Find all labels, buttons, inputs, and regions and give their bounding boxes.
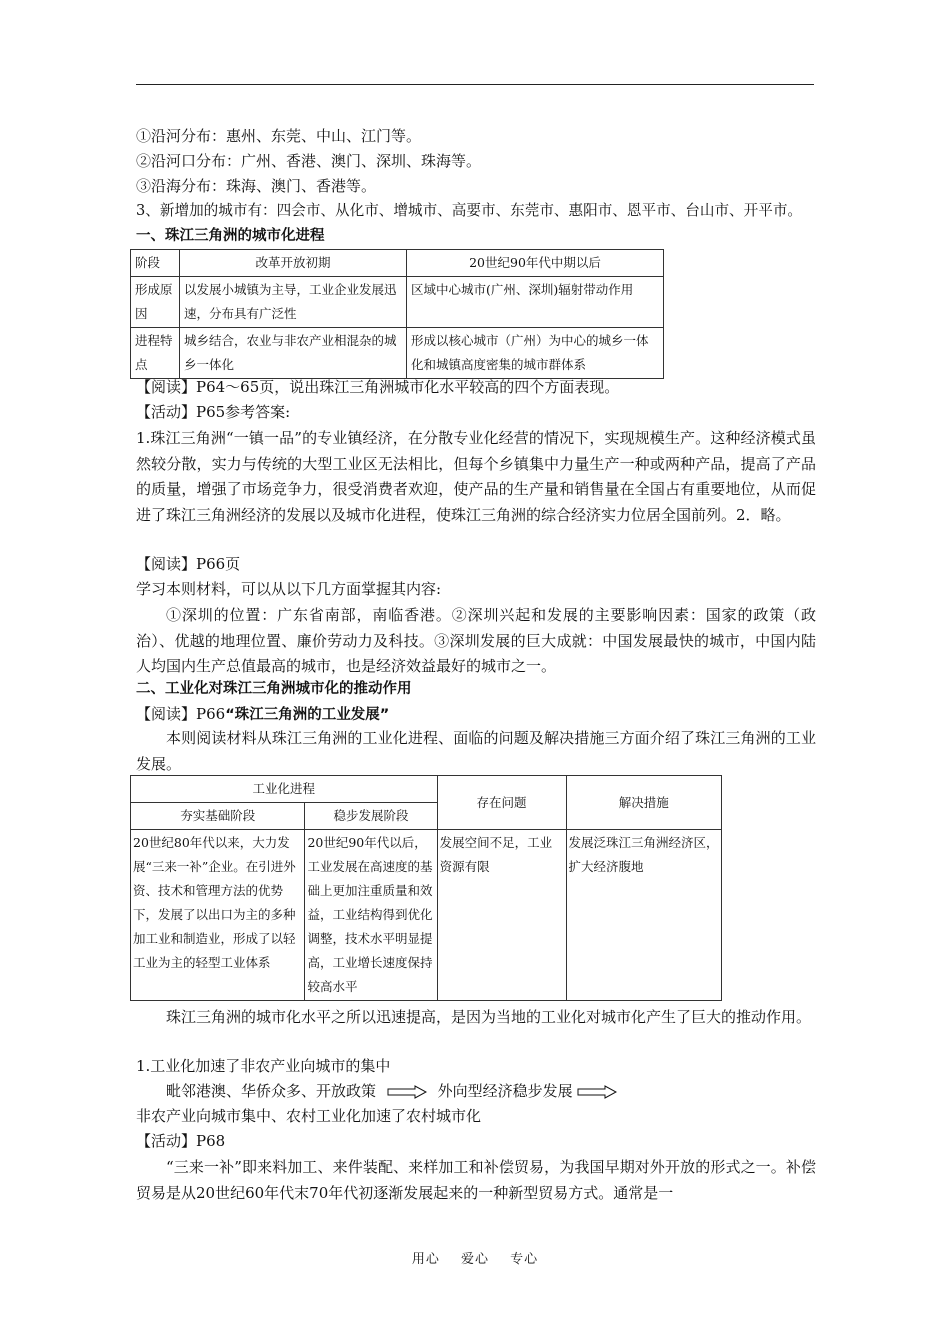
activity-label: 【活动】P65参考答案: bbox=[136, 403, 291, 421]
table-cell: 阶段 bbox=[131, 250, 180, 277]
flow-step: 毗邻港澳、华侨众多、开放政策 bbox=[166, 1082, 377, 1100]
section-heading: 一、珠江三角洲的城市化进程 bbox=[136, 228, 325, 244]
activity-answer: 1.珠江三角洲“一镇一品”的专业镇经济，在分散专业化经营的情况下，实现规模生产。这种经济模式虽然较分散，实力与传统的大型工业区无法相比，但每个乡镇集中力量生产一种或两种产品，提高了产品的质量，增强了市场竞争力，很受消费者欢迎，使产品的生产量和销售量在全国占有重要地位，从而促进了珠江三角洲经济的发展以及城市化进程，使珠江三角洲的综合经济实力位居全国前列。2．略。 bbox=[136, 429, 816, 524]
table-cell: 发展泛珠江三角洲经济区，扩大经济腹地 bbox=[566, 830, 721, 1001]
activity-body: “三来一补”即来料加工、来件装配、来样加工和补偿贸易，为我国早期对外开放的形式之一。补偿贸易是从20世纪60年代末70年代初逐渐发展起来的一种新型贸易方式。通常是一 bbox=[136, 1158, 816, 1202]
reading-title: “珠江三角洲的工业发展” bbox=[225, 707, 390, 723]
table-cell: 改革开放初期 bbox=[180, 250, 407, 277]
reading-note: 【阅读】P66页 bbox=[136, 555, 241, 573]
table-cell: 20世纪90年代以后，工业发展在高速度的基础上更加注重质量和效益，工业结构得到优化调整，技术水平明显提高，工业增长速度保持较高水平 bbox=[305, 830, 437, 1001]
reading-intro: 本则阅读材料从珠江三角洲的工业化进程、面临的问题及解决措施三方面介绍了珠江三角洲的工业发展。 bbox=[136, 729, 816, 773]
table-cell: 存在问题 bbox=[437, 776, 566, 830]
page-footer bbox=[0, 1248, 950, 1267]
reading-intro: 学习本则材料，可以从以下几方面掌握其内容: bbox=[136, 580, 442, 598]
activity-label: 【活动】P68 bbox=[136, 1132, 226, 1150]
reading-body: ①深圳的位置：广东省南部，南临香港。②深圳兴起和发展的主要影响因素：国家的政策（政治）、优越的地理位置、廉价劳动力及科技。③深圳发展的巨大成就：中国发展最快的城市，中国内陆人均国内生产总值最高的城市，也是经济效益最好的城市之一。 bbox=[136, 606, 816, 675]
table-cell: 夯实基础阶段 bbox=[131, 803, 305, 830]
list-item: 3、新增加的城市有：四会市、从化市、增城市、高要市、东莞市、惠阳市、恩平市、台山市、开平市。 bbox=[136, 202, 803, 219]
list-item: ①沿河分布：惠州、东莞、中山、江门等。 bbox=[136, 127, 422, 145]
table-cell: 20世纪80年代以来，大力发展“三来一补”企业。在引进外资、技术和管理方法的优势下，发展了以出口为主的多种加工业和制造业，形成了以轻工业为主的轻型工业体系 bbox=[131, 830, 305, 1001]
table-cell: 以发展小城镇为主导，工业企业发展迅速，分布具有广泛性 bbox=[180, 277, 407, 328]
footer-text: 用心 bbox=[411, 1252, 440, 1267]
industrial-development-table bbox=[130, 775, 722, 1001]
flow-step: 非农产业向城市集中、农村工业化加速了农村城市化 bbox=[136, 1107, 482, 1125]
reading-note: 【阅读】P64～65页，说出珠江三角洲城市化水平较高的四个方面表现。 bbox=[136, 378, 620, 396]
urbanization-process-table bbox=[130, 249, 664, 379]
list-item: ②沿河口分布：广州、香港、澳门、深圳、珠海等。 bbox=[136, 152, 482, 170]
arrow-right-icon bbox=[387, 1085, 427, 1099]
table-cell: 形成以核心城市（广州）为中心的城乡一体化和城镇高度密集的城市群体系 bbox=[407, 328, 664, 379]
point-heading: 1.工业化加速了非农产业向城市的集中 bbox=[136, 1057, 391, 1075]
flow-step: 外向型经济稳步发展 bbox=[437, 1082, 573, 1100]
summary-paragraph: 珠江三角洲的城市化水平之所以迅速提高，是因为当地的工业化对城市化产生了巨大的推动作用。 bbox=[166, 1008, 812, 1026]
footer-text: 爱心 bbox=[460, 1252, 489, 1267]
table-cell: 城乡结合，农业与非农产业相混杂的城乡一体化 bbox=[180, 328, 407, 379]
flow-row bbox=[166, 1080, 623, 1102]
table-cell: 稳步发展阶段 bbox=[305, 803, 437, 830]
reading-label: 【阅读】P66 bbox=[136, 705, 226, 723]
arrow-right-icon bbox=[577, 1085, 617, 1099]
footer-text: 专心 bbox=[510, 1252, 539, 1267]
table-cell: 进程特点 bbox=[131, 328, 180, 379]
table-cell: 解决措施 bbox=[566, 776, 721, 830]
header-rule bbox=[136, 84, 814, 85]
table-cell: 区域中心城市(广州、深圳)辐射带动作用 bbox=[407, 277, 664, 328]
table-cell: 发展空间不足，工业资源有限 bbox=[437, 830, 566, 1001]
table-cell: 形成原因 bbox=[131, 277, 180, 328]
section-heading: 二、工业化对珠江三角洲城市化的推动作用 bbox=[136, 681, 412, 697]
list-item: ③沿海分布：珠海、澳门、香港等。 bbox=[136, 177, 377, 195]
table-cell: 工业化进程 bbox=[131, 776, 438, 803]
reading-note bbox=[136, 703, 389, 726]
table-cell: 20世纪90年代中期以后 bbox=[407, 250, 664, 277]
